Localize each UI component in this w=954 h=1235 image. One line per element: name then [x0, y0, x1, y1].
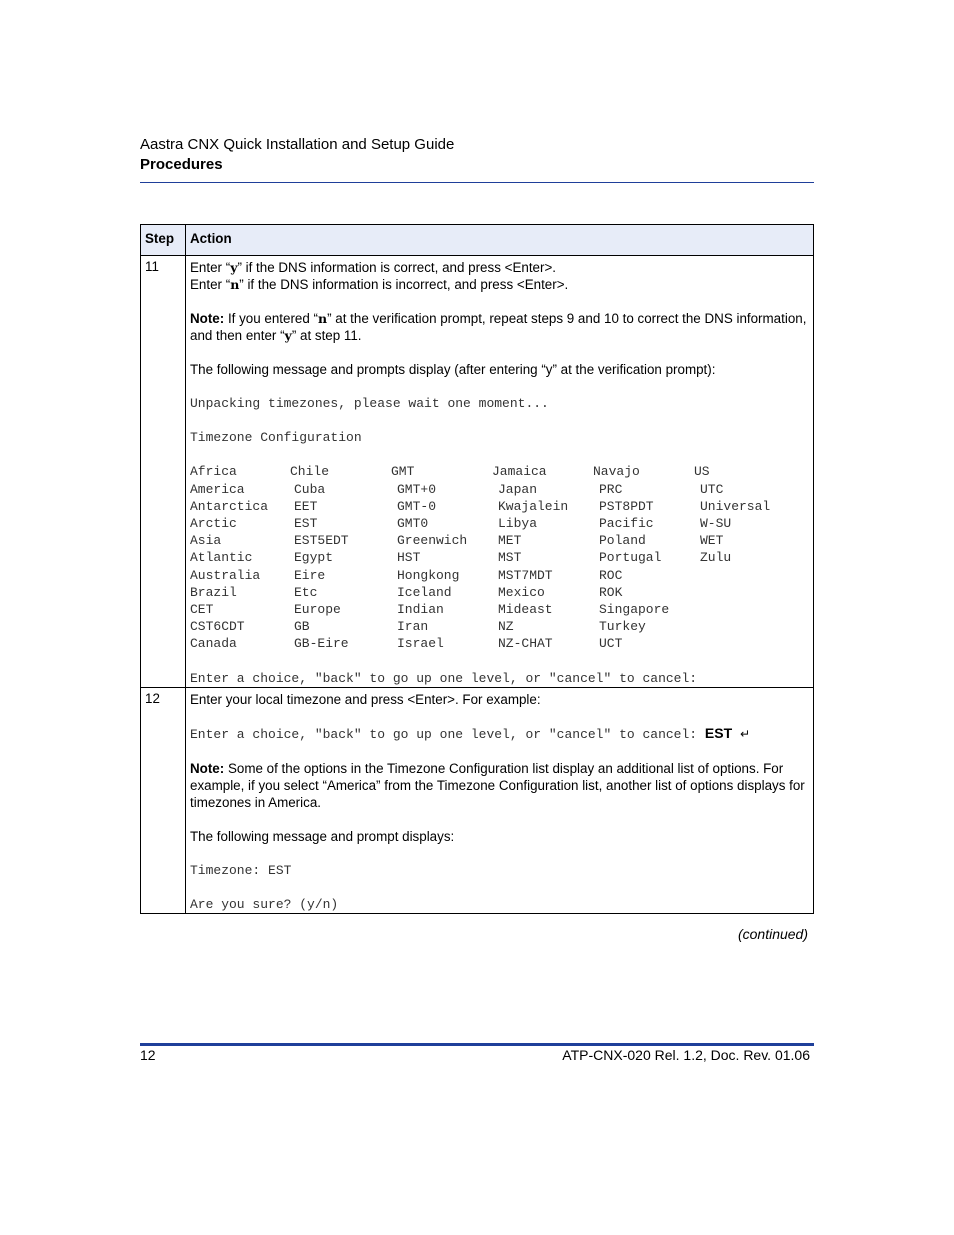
timezone-entry: Singapore: [599, 602, 670, 618]
timezone-entry: NZ: [498, 619, 514, 635]
timezone-entry: Universal: [700, 498, 771, 514]
timezone-entry: GMT-0: [397, 498, 437, 514]
message-intro: The following message and prompts display (after entering “y” at the verification prompt):: [190, 362, 716, 377]
console-output-unpacking: Unpacking timezones, please wait one moment...: [190, 396, 549, 411]
table-row-step-12: [141, 687, 814, 914]
timezone-entry: Hongkong: [397, 567, 460, 583]
page-header: [140, 135, 814, 175]
timezone-entry: NZ-CHAT: [498, 636, 553, 652]
timezone-entry: Asia: [190, 533, 222, 549]
timezone-entry: [694, 618, 794, 635]
timezone-entry: Libya: [498, 516, 538, 532]
timezone-entry: UTC: [700, 481, 724, 497]
timezone-entry: Arctic: [190, 516, 237, 532]
timezone-entry: Navajo: [593, 464, 640, 480]
instruction-line: Enter your local timezone and press <Enter>. For example:: [190, 691, 541, 707]
timezone-entry: Antarctica: [190, 498, 269, 514]
step-action: [186, 687, 814, 914]
timezone-entry: Iceland: [397, 584, 452, 600]
console-output-timezone: Timezone: EST: [190, 863, 292, 879]
timezone-entry: PRC: [599, 481, 623, 497]
timezone-entry: [694, 635, 794, 652]
timezone-entry: Etc: [294, 584, 318, 600]
timezone-list: [190, 463, 809, 652]
timezone-entry: Kwajalein: [498, 498, 569, 514]
timezone-entry: CST6CDT: [190, 619, 245, 635]
note-paragraph: Note: If you entered “n” at the verification prompt, repeat steps 9 and 10 to correct the DNS information, and then enter “y” at step 11.: [190, 311, 807, 343]
timezone-entry: Indian: [397, 602, 444, 618]
footer-divider: [140, 1043, 814, 1046]
timezone-entry: Mexico: [498, 584, 545, 600]
column-header-action: Action: [186, 225, 814, 256]
timezone-entry: WET: [700, 533, 724, 549]
timezone-entry: MET: [498, 533, 522, 549]
column-header-step: Step: [141, 225, 186, 256]
timezone-entry: America: [190, 481, 245, 497]
timezone-entry: GMT+0: [397, 481, 437, 497]
continued-label: (continued): [737, 926, 808, 942]
timezone-entry: UCT: [599, 636, 623, 652]
timezone-entry: Brazil: [190, 584, 237, 600]
note-paragraph: Note: Some of the options in the Timezone Configuration list display an additional list of options. For example, if you select “America” from the Timezone Configuration list, another list of options displays for timezones in America.: [190, 761, 805, 811]
timezone-entry: HST: [397, 550, 421, 566]
timezone-entry: Poland: [599, 533, 646, 549]
timezone-entry: Israel: [397, 636, 444, 652]
enter-key-icon: ↵: [739, 726, 750, 741]
timezone-entry: Atlantic: [190, 550, 253, 566]
table-row-step-11: [141, 256, 814, 688]
timezone-entry: [694, 584, 794, 601]
timezone-entry: GB: [294, 619, 310, 635]
timezone-entry: EST5EDT: [294, 533, 349, 549]
message-intro: The following message and prompt displays:: [190, 829, 455, 845]
timezone-entry: ROK: [599, 584, 623, 600]
console-output-tz-config: Timezone Configuration: [190, 430, 362, 446]
timezone-entry: EET: [294, 498, 318, 514]
timezone-entry: Egypt: [294, 550, 334, 566]
document-reference: ATP-CNX-020 Rel. 1.2, Doc. Rev. 01.06: [562, 1047, 810, 1063]
timezone-entry: US: [694, 464, 710, 480]
timezone-entry: EST: [294, 516, 318, 532]
timezone-entry: Iran: [397, 619, 429, 635]
timezone-entry: Australia: [190, 567, 261, 583]
timezone-entry: Canada: [190, 636, 237, 652]
timezone-entry: Cuba: [294, 481, 326, 497]
timezone-entry: Chile: [290, 464, 330, 480]
step-number: 12: [141, 687, 186, 914]
timezone-entry: Africa: [190, 464, 237, 480]
timezone-entry: Mideast: [498, 602, 553, 618]
timezone-entry: Zulu: [700, 550, 732, 566]
instruction-line: Enter “y” if the DNS information is correct, and press <Enter>.: [190, 260, 556, 275]
timezone-entry: [694, 567, 794, 584]
timezone-entry: Greenwich: [397, 533, 468, 549]
timezone-entry: ROC: [599, 567, 623, 583]
timezone-entry: Portugal: [599, 550, 662, 566]
timezone-entry: MST7MDT: [498, 567, 553, 583]
console-prompt: Enter a choice, "back" to go up one level, or "cancel" to cancel:: [190, 670, 698, 686]
timezone-entry: W-SU: [700, 516, 732, 532]
procedure-table: [140, 224, 814, 914]
timezone-entry: PST8PDT: [599, 498, 654, 514]
timezone-entry: GMT: [391, 464, 415, 480]
timezone-entry: Turkey: [599, 619, 646, 635]
header-divider: [140, 182, 814, 183]
step-number: 11: [141, 256, 186, 688]
timezone-entry: CET: [190, 602, 214, 618]
timezone-entry: [694, 601, 794, 618]
timezone-entry: Europe: [294, 602, 341, 618]
table-header-row: [141, 225, 814, 256]
document-title: Aastra CNX Quick Installation and Setup Guide: [140, 136, 455, 153]
console-confirm-prompt: Are you sure? (y/n): [190, 897, 339, 913]
timezone-entry: MST: [498, 550, 522, 566]
timezone-entry: Jamaica: [492, 464, 547, 480]
timezone-entry: Eire: [294, 567, 326, 583]
timezone-entry: GMT0: [397, 516, 429, 532]
page-number: 12: [140, 1047, 156, 1063]
page-footer: [140, 1047, 810, 1063]
step-action: [186, 256, 814, 688]
console-example: Enter a choice, "back" to go up one level, or "cancel" to cancel: EST ↵: [190, 724, 750, 742]
instruction-line: Enter “n” if the DNS information is incorrect, and press <Enter>.: [190, 277, 569, 292]
timezone-entry: Japan: [498, 481, 538, 497]
timezone-entry: Pacific: [599, 516, 654, 532]
section-title: Procedures: [140, 156, 223, 173]
example-input-value: EST: [704, 724, 733, 741]
timezone-entry: GB-Eire: [294, 636, 349, 652]
